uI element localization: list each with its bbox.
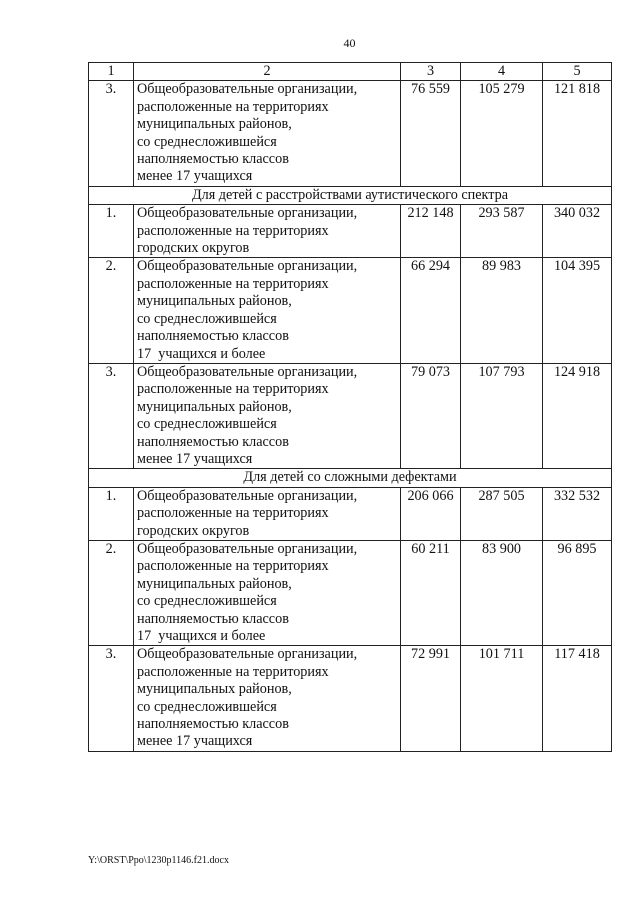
row-description xyxy=(134,258,401,363)
description-line: муниципальных районов, xyxy=(137,681,292,698)
value-column-4: 107 793 xyxy=(461,363,543,468)
description-line: муниципальных районов, xyxy=(137,116,292,133)
value-column-5: 104 395 xyxy=(543,258,612,363)
value-column-3: 206 066 xyxy=(401,487,461,540)
value-column-5: 117 418 xyxy=(543,646,612,751)
value-column-4: 101 711 xyxy=(461,646,543,751)
row-description xyxy=(134,646,401,751)
value-column-5: 340 032 xyxy=(543,205,612,258)
description-line: со среднесложившейся xyxy=(137,416,277,433)
table-row xyxy=(89,487,612,540)
value-column-4: 83 900 xyxy=(461,540,543,645)
section-heading: Для детей с расстройствами аутистического спектра xyxy=(89,186,612,204)
value-column-4: 287 505 xyxy=(461,487,543,540)
row-number: 3. xyxy=(89,363,134,468)
row-description xyxy=(134,487,401,540)
description-line: муниципальных районов, xyxy=(137,575,292,592)
description-line: расположенные на территориях xyxy=(137,663,329,680)
table-row xyxy=(89,258,612,363)
description-line: Общеобразовательные организации, xyxy=(137,205,358,222)
value-column-5: 332 532 xyxy=(543,487,612,540)
table-header-row xyxy=(89,63,612,81)
column-number-4: 4 xyxy=(461,63,543,81)
table-row xyxy=(89,540,612,645)
description-line: менее 17 учащихся xyxy=(137,450,253,467)
column-number-5: 5 xyxy=(543,63,612,81)
column-number-1: 1 xyxy=(89,63,134,81)
description-line: Общеобразовательные организации, xyxy=(137,646,358,663)
table-row xyxy=(89,363,612,468)
row-number: 2. xyxy=(89,258,134,363)
description-line: городских округов xyxy=(137,240,250,257)
row-description xyxy=(134,363,401,468)
row-description xyxy=(134,205,401,258)
column-number-3: 3 xyxy=(401,63,461,81)
value-column-3: 66 294 xyxy=(401,258,461,363)
section-heading-row xyxy=(89,186,612,204)
row-number: 1. xyxy=(89,487,134,540)
description-line: Общеобразовательные организации, xyxy=(137,540,358,557)
description-line: 17 учащихся и более xyxy=(137,628,266,644)
row-description xyxy=(134,540,401,645)
page-number: 40 xyxy=(343,36,356,50)
value-column-4: 89 983 xyxy=(461,258,543,363)
value-column-4: 105 279 xyxy=(461,81,543,186)
row-number: 3. xyxy=(89,81,134,186)
row-description xyxy=(134,81,401,186)
description-line: расположенные на территориях xyxy=(137,275,329,292)
description-line: Общеобразовательные организации, xyxy=(137,363,358,380)
table-body xyxy=(89,63,612,752)
value-column-3: 212 148 xyxy=(401,205,461,258)
value-column-3: 72 991 xyxy=(401,646,461,751)
description-line: со среднесложившейся xyxy=(137,593,277,610)
description-line: Общеобразовательные организации, xyxy=(137,258,358,275)
row-number: 3. xyxy=(89,646,134,751)
description-line: муниципальных районов, xyxy=(137,398,292,415)
description-line: расположенные на территориях xyxy=(137,505,329,522)
description-line: расположенные на территориях xyxy=(137,222,329,239)
section-heading: Для детей со сложными дефектами xyxy=(89,469,612,487)
value-column-5: 124 918 xyxy=(543,363,612,468)
description-line: Общеобразовательные организации, xyxy=(137,81,358,98)
description-line: наполняемостью классов xyxy=(137,716,289,733)
description-line: расположенные на территориях xyxy=(137,381,329,398)
description-line: наполняемостью классов xyxy=(137,151,289,168)
value-column-5: 121 818 xyxy=(543,81,612,186)
description-line: со среднесложившейся xyxy=(137,133,277,150)
description-line: наполняемостью классов xyxy=(137,610,289,627)
description-line: со среднесложившейся xyxy=(137,698,277,715)
financing-table xyxy=(88,62,612,752)
description-line: расположенные на территориях xyxy=(137,98,329,115)
section-heading-row xyxy=(89,469,612,487)
description-line: 17 учащихся и более xyxy=(137,345,266,362)
description-line: муниципальных районов, xyxy=(137,293,292,310)
description-line: менее 17 учащихся xyxy=(137,733,253,750)
value-column-3: 60 211 xyxy=(401,540,461,645)
table-row xyxy=(89,205,612,258)
value-column-4: 293 587 xyxy=(461,205,543,258)
column-number-2: 2 xyxy=(134,63,401,81)
description-line: менее 17 учащихся xyxy=(137,168,253,185)
table-row xyxy=(89,81,612,186)
table-row xyxy=(89,646,612,751)
description-line: со среднесложившейся xyxy=(137,310,277,327)
description-line: городских округов xyxy=(137,522,250,539)
value-column-5: 96 895 xyxy=(543,540,612,645)
row-number: 1. xyxy=(89,205,134,258)
description-line: Общеобразовательные организации, xyxy=(137,487,358,504)
footer-file-path: Y:\ORST\Ppo\1230p1146.f21.docx xyxy=(88,855,229,866)
row-number: 2. xyxy=(89,540,134,645)
value-column-3: 76 559 xyxy=(401,81,461,186)
description-line: наполняемостью классов xyxy=(137,433,289,450)
value-column-3: 79 073 xyxy=(401,363,461,468)
description-line: расположенные на территориях xyxy=(137,558,329,575)
description-line: наполняемостью классов xyxy=(137,328,289,345)
